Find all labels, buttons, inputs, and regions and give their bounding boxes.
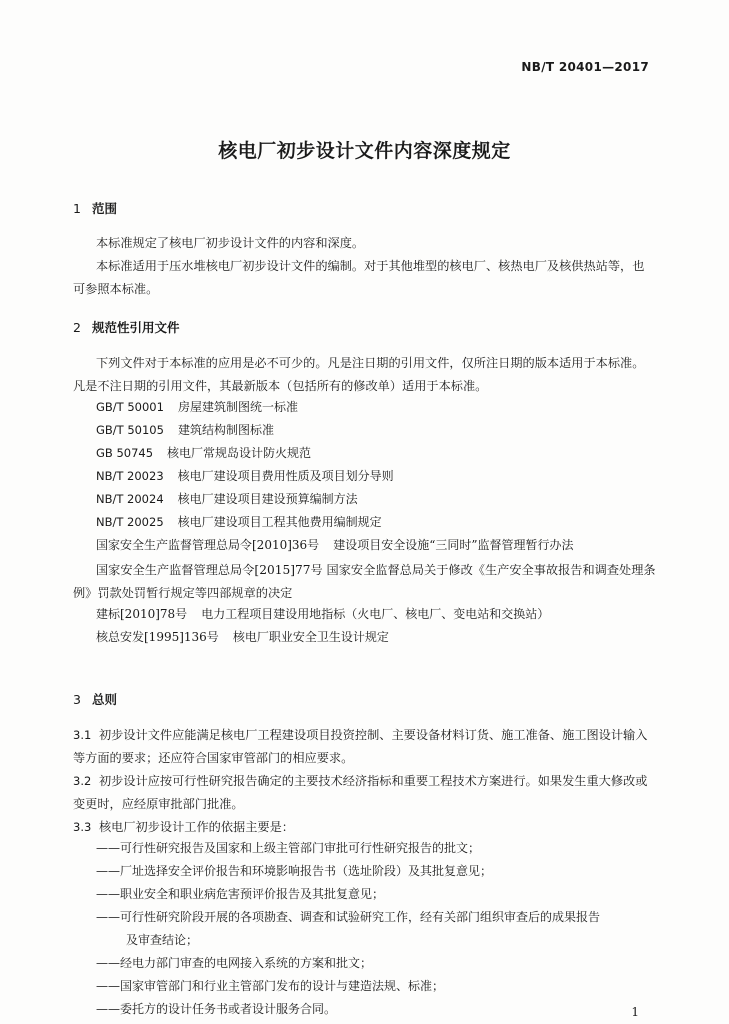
section-number: 3 bbox=[73, 692, 81, 707]
section-1-heading bbox=[73, 199, 117, 217]
reference-name: 核电厂建设项目费用性质及项目划分导则 bbox=[177, 469, 394, 483]
reference-item bbox=[96, 628, 389, 645]
reference-item bbox=[96, 513, 382, 530]
reference-code: 核总安发[1995]136号 bbox=[96, 630, 219, 644]
reference-item bbox=[96, 490, 358, 507]
reference-name: 电力工程项目建设用地指标（火电厂、核电厂、变电站和交换站） bbox=[201, 607, 550, 621]
reference-code: NB/T 20023 bbox=[96, 469, 164, 483]
reference-code: 建标[2010]78号 bbox=[96, 607, 188, 621]
basis-item: ——可行性研究报告及国家和上级主管部门审批可行性研究报告的批文； bbox=[96, 841, 481, 855]
basis-item: ——厂址选择安全评价报告和环境影响报告书（选址阶段）及其批复意见； bbox=[96, 864, 493, 878]
document-title: 核电厂初步设计文件内容深度规定 bbox=[218, 140, 511, 162]
basis-item: ——职业安全和职业病危害预评价报告及其批复意见； bbox=[96, 887, 385, 901]
section-2-heading bbox=[73, 318, 180, 336]
clause-text: 核电厂初步设计工作的依据主要是： bbox=[99, 820, 294, 834]
paragraph: 本标准规定了核电厂初步设计文件的内容和深度。 bbox=[96, 236, 365, 250]
reference-item bbox=[96, 467, 394, 484]
clause bbox=[73, 724, 656, 770]
basis-item: ——国家审管部门和行业主管部门发布的设计与建造法规、标准； bbox=[96, 979, 445, 993]
reference-code: GB 50745 bbox=[96, 446, 154, 460]
clause-number: 3.3 bbox=[73, 820, 92, 834]
clause-number: 3.1 bbox=[73, 728, 92, 742]
section-3-heading bbox=[73, 690, 117, 708]
basis-item: ——经电力部门审查的电网接入系统的方案和批文； bbox=[96, 956, 373, 970]
reference-code: 国家安全生产监督管理总局令[2010]36号 bbox=[96, 538, 320, 552]
clause-text: 初步设计文件应能满足核电厂工程建设项目投资控制、主要设备材料订货、施工准备、施工图设计输入等方面的要求；还应符合国家审管部门的相应要求。 bbox=[73, 728, 648, 765]
clause-text: 初步设计应按可行性研究报告确定的主要技术经济指标和重要工程技术方案进行。如果发生重大修改或变更时，应经原审批部门批准。 bbox=[73, 774, 648, 811]
reference-item bbox=[96, 398, 298, 415]
reference-code: GB/T 50105 bbox=[96, 423, 164, 437]
section-number: 1 bbox=[73, 201, 81, 216]
reference-name: 建筑结构制图标准 bbox=[177, 423, 274, 437]
standard-code: NB/T 20401—2017 bbox=[521, 60, 649, 74]
section-title: 范围 bbox=[92, 201, 118, 216]
clause bbox=[73, 770, 656, 816]
reference-item bbox=[96, 536, 573, 553]
paragraph: 本标准适用于压水堆核电厂初步设计文件的编制。对于其他堆型的核电厂、核热电厂及核供热站等，也可参照本标准。 bbox=[73, 259, 645, 296]
basis-item-continuation: 及审查结论； bbox=[126, 933, 199, 947]
section-title: 规范性引用文件 bbox=[92, 320, 180, 335]
clause bbox=[73, 816, 656, 839]
reference-code: NB/T 20025 bbox=[96, 515, 164, 529]
reference-name: 核电厂建设项目建设预算编制方法 bbox=[177, 492, 358, 506]
reference-name: 核电厂建设项目工程其他费用编制规定 bbox=[177, 515, 382, 529]
reference-name: 建设项目安全设施“三同时”监督管理暂行办法 bbox=[333, 538, 574, 552]
reference-item bbox=[96, 421, 274, 438]
section-number: 2 bbox=[73, 320, 81, 335]
reference-name: 房屋建筑制图统一标准 bbox=[177, 400, 298, 414]
reference-code: NB/T 20024 bbox=[96, 492, 164, 506]
basis-item: ——可行性研究阶段开展的各项勘查、调查和试验研究工作，经有关部门组织审查后的成果报告 bbox=[96, 910, 601, 924]
reference-item bbox=[96, 444, 311, 461]
section-title: 总则 bbox=[92, 692, 118, 707]
reference-name: 核电厂职业安全卫生设计规定 bbox=[232, 630, 389, 644]
reference-item bbox=[96, 605, 549, 622]
reference-item-long: 国家安全生产监督管理总局令[2015]77号 国家安全监督总局关于修改《生产安全事故报告和调查处理条例》罚款处罚暂行规定等四部规章的决定 bbox=[73, 563, 656, 600]
reference-code: GB/T 50001 bbox=[96, 400, 164, 414]
paragraph: 下列文件对于本标准的应用是必不可少的。凡是注日期的引用文件，仅所注日期的版本适用于本标准。凡是不注日期的引用文件，其最新版本（包括所有的修改单）适用于本标准。 bbox=[73, 356, 645, 393]
basis-item: ——委托方的设计任务书或者设计服务合同。 bbox=[96, 1002, 337, 1016]
reference-name: 核电厂常规岛设计防火规范 bbox=[167, 446, 312, 460]
page-number: 1 bbox=[631, 1005, 639, 1019]
clause-number: 3.2 bbox=[73, 774, 92, 788]
